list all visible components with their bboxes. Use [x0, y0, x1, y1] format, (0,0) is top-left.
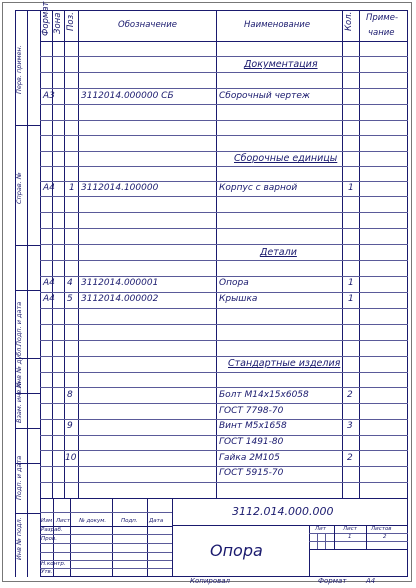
lit-subcell	[317, 533, 318, 549]
section-standard-items: Стандартные изделия	[228, 358, 341, 369]
tb-sheet-value: 1	[348, 534, 352, 540]
row-line	[40, 120, 408, 121]
row-line	[40, 72, 408, 73]
header-pos: Поз.	[66, 12, 76, 31]
detail-1-qty: 1	[348, 278, 354, 288]
col-line-name	[342, 10, 343, 498]
tb-utv: Утв.	[41, 569, 53, 575]
header-bottom-line	[40, 41, 408, 42]
col-line-format	[52, 10, 53, 498]
detail-2-format: А4	[43, 294, 55, 304]
row-line	[40, 196, 408, 197]
lit-row-line	[309, 533, 408, 534]
row-line	[40, 244, 408, 245]
row-line	[40, 56, 408, 57]
row-line	[40, 104, 408, 105]
std-2-name: Винт М5х1658	[219, 421, 287, 431]
std-2-qty: 3	[347, 421, 353, 431]
sig-row-line	[40, 512, 172, 513]
col-line-designation	[216, 10, 217, 498]
side-strip-sep-2	[15, 245, 40, 246]
std-1-name: Болт М14х15х6058	[219, 390, 309, 400]
side-vzam-inv: Взам. инв.№	[15, 380, 23, 423]
title-block-top	[40, 498, 408, 499]
sig-row-line	[40, 543, 172, 544]
tb-sign: Подп.	[121, 518, 138, 524]
tb-n-kontr: Н.контр.	[41, 561, 66, 567]
row-line	[40, 151, 408, 152]
tb-prov: Пров.	[41, 536, 57, 542]
sig-row-line	[40, 534, 172, 535]
header-format: Формат	[41, 1, 51, 36]
side-inv-dubl: Инв № дубл.	[15, 345, 23, 388]
asm-format: А4	[43, 183, 55, 193]
row-line	[40, 435, 408, 436]
section-documentation: Документация	[244, 59, 318, 70]
asm-name: Корпус с варной	[219, 183, 298, 193]
sig-col-4	[147, 498, 148, 577]
footer-copied: Копировал	[190, 577, 230, 585]
tb-doc-no: № докум.	[79, 518, 107, 524]
lit-row-line	[309, 541, 408, 542]
lit-row-line	[309, 549, 408, 550]
detail-1-pos: 4	[67, 278, 73, 288]
side-strip-sep-6	[15, 428, 40, 429]
tb-sheets-label: Листов	[371, 526, 392, 532]
asm-qty: 1	[348, 183, 354, 193]
row-line	[40, 419, 408, 420]
col-line-zone	[64, 10, 65, 498]
detail-2-pos: 5	[67, 294, 73, 304]
row-line	[40, 308, 408, 309]
header-name: Наименование	[244, 20, 311, 30]
tb-doc-number: 3112.014.000.000	[232, 505, 334, 518]
std-3-qty: 2	[347, 453, 353, 463]
lit-subcell	[325, 533, 326, 549]
row-line	[40, 212, 408, 213]
row-line	[40, 324, 408, 325]
row-line	[40, 88, 408, 89]
section-details: Детали	[260, 247, 297, 258]
side-strip-sep-1	[15, 125, 40, 126]
doc-name: Сборочный чертеж	[219, 91, 311, 101]
detail-2-name: Крышка	[219, 294, 258, 304]
detail-1-name: Опора	[219, 278, 249, 288]
lit-col-line	[334, 525, 335, 549]
side-first-use: Перв. примен.	[15, 45, 23, 94]
side-ref-no: Справ. №	[15, 172, 23, 204]
row-line	[40, 403, 408, 404]
row-line	[40, 356, 408, 357]
row-line	[40, 260, 408, 261]
title-block-left-divider	[172, 498, 173, 577]
tb-title: Опора	[210, 541, 263, 560]
std-2-pos: 9	[67, 421, 73, 431]
side-strip-top	[15, 10, 40, 11]
header-designation: Обозначение	[118, 20, 177, 30]
row-line	[40, 181, 408, 182]
sig-col-3	[112, 498, 113, 577]
std-2-name2: ГОСТ 1491-80	[219, 437, 284, 447]
doc-format: А3	[43, 91, 55, 101]
row-line	[40, 340, 408, 341]
row-line	[40, 276, 408, 277]
std-3-pos: 10	[65, 453, 77, 463]
tb-list: Лист	[56, 518, 70, 524]
footer-format-label: Формат	[318, 577, 347, 585]
sig-col-2	[70, 498, 71, 577]
row-line	[40, 482, 408, 483]
col-line-qty	[359, 10, 360, 498]
std-1-name2: ГОСТ 7798-70	[219, 406, 284, 416]
sig-row-line	[40, 552, 172, 553]
lit-col-line	[366, 525, 367, 549]
asm-pos: 1	[69, 183, 75, 193]
side-sign-date-1: Подп. и дата	[15, 301, 23, 346]
col-line-pos	[78, 10, 79, 498]
std-3-name2: ГОСТ 5915-70	[219, 468, 284, 478]
row-line	[40, 292, 408, 293]
header-note-1: Приме-	[366, 13, 399, 23]
tb-izm: Изм	[41, 518, 53, 524]
side-strip-sep-8	[15, 513, 40, 514]
detail-1-format: А4	[43, 278, 55, 288]
detail-2-designation: 3112014.000002	[81, 294, 159, 304]
detail-2-qty: 1	[348, 294, 354, 304]
side-strip-sep-3	[15, 290, 40, 291]
asm-designation: 3112014.100000	[81, 183, 159, 193]
section-assembly-units: Сборочные единицы	[234, 153, 338, 164]
tb-sheets-value: 2	[383, 534, 387, 540]
tb-lit: Лит	[315, 526, 326, 532]
row-line	[40, 166, 408, 167]
side-sign-date-2: Подп. и дата	[15, 455, 23, 500]
row-line	[40, 387, 408, 388]
row-line	[40, 135, 408, 136]
tb-sheet-label: Лист	[343, 526, 357, 532]
row-line	[40, 466, 408, 467]
std-1-pos: 8	[67, 390, 73, 400]
side-inv-orig: Инв № подл.	[15, 517, 23, 560]
detail-1-designation: 3112014.000001	[81, 278, 159, 288]
header-note-2: чание	[368, 28, 395, 38]
std-3-name: Гайка 2М105	[219, 453, 280, 463]
row-line	[40, 450, 408, 451]
footer-format-value: А4	[366, 577, 376, 585]
header-qty: Кол.	[344, 11, 354, 31]
doc-designation: 3112014.000000 СБ	[81, 91, 174, 101]
side-strip-line-inner	[27, 10, 28, 577]
sig-row-line	[40, 568, 172, 569]
header-zone: Зона	[53, 12, 63, 34]
tb-razrab: Разраб.	[41, 527, 63, 533]
row-line	[40, 372, 408, 373]
std-1-qty: 2	[347, 390, 353, 400]
tb-date: Дата	[149, 518, 164, 524]
row-line	[40, 228, 408, 229]
